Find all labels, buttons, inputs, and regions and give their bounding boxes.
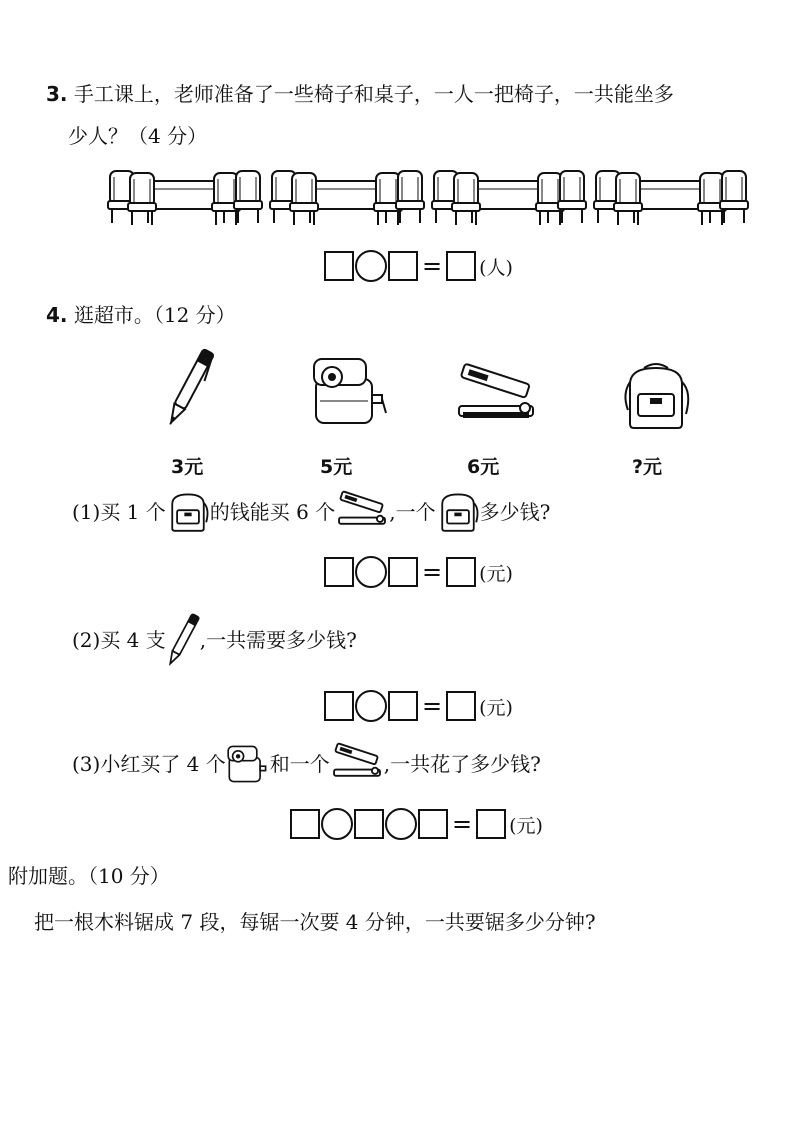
sub1-text-b: 的钱能买 6 个 xyxy=(209,500,336,524)
table-set-4 xyxy=(594,171,748,225)
table-set-1 xyxy=(108,171,262,225)
equals-sign: = xyxy=(422,558,443,586)
answer-box[interactable] xyxy=(324,557,354,587)
price-pen: 3元 xyxy=(171,456,204,478)
sub3-text-a: (3)小红买了 4 个 xyxy=(72,752,226,776)
unit-label: (元) xyxy=(509,814,543,837)
backpack-icon xyxy=(436,492,480,532)
answer-box[interactable] xyxy=(476,809,506,839)
table-set-3 xyxy=(432,171,586,225)
sub3-text-c: ,一共花了多少钱? xyxy=(383,752,541,776)
q4-number: 4. xyxy=(46,303,68,327)
bonus-title: 附加题。（10 分） xyxy=(8,864,170,888)
q4-title xyxy=(46,305,236,325)
equals-sign: = xyxy=(452,810,473,838)
table-set-2 xyxy=(270,171,424,225)
operator-circle[interactable] xyxy=(355,690,387,722)
equals-sign: = xyxy=(422,692,443,720)
operator-circle[interactable] xyxy=(321,808,353,840)
q4-sub1-equation xyxy=(324,556,513,588)
operator-circle[interactable] xyxy=(385,808,417,840)
stapler-icon xyxy=(455,368,537,426)
answer-box[interactable] xyxy=(446,691,476,721)
pencil-sharpener-icon xyxy=(310,355,390,427)
sub1-text-a: (1)买 1 个 xyxy=(72,500,166,524)
sub2-text-a: (2)买 4 支 xyxy=(72,628,166,652)
sub1-text-d: 多少钱? xyxy=(479,500,551,524)
unit-label: (元) xyxy=(479,562,513,585)
q4-sub3-equation xyxy=(290,808,543,840)
q3-line1 xyxy=(46,84,674,104)
q3-equation xyxy=(324,250,513,282)
q3-line2: 少人？（4 分） xyxy=(68,124,208,148)
bonus-question: 把一根木料锯成 7 段，每锯一次要 4 分钟，一共要锯多少分钟? xyxy=(34,910,596,934)
pen-icon xyxy=(166,610,200,670)
operator-circle[interactable] xyxy=(355,250,387,282)
backpack-icon xyxy=(166,492,210,532)
sub1-text-c: ,一个 xyxy=(389,500,436,524)
answer-box[interactable] xyxy=(354,809,384,839)
q4-sub1 xyxy=(72,492,550,532)
q4-sub2 xyxy=(72,610,357,670)
operator-circle[interactable] xyxy=(355,556,387,588)
price-backpack: ?元 xyxy=(632,456,663,478)
answer-box[interactable] xyxy=(388,557,418,587)
answer-box[interactable] xyxy=(290,809,320,839)
answer-box[interactable] xyxy=(388,251,418,281)
price-stapler: 6元 xyxy=(467,456,500,478)
q3-number: 3. xyxy=(46,82,68,106)
q4-sub2-equation xyxy=(324,690,513,722)
unit-label: (元) xyxy=(479,696,513,719)
answer-box[interactable] xyxy=(324,691,354,721)
stapler-icon xyxy=(330,746,384,782)
answer-box[interactable] xyxy=(388,691,418,721)
answer-box[interactable] xyxy=(418,809,448,839)
tables-chairs-illustration xyxy=(108,165,748,227)
price-sharpener: 5元 xyxy=(320,456,353,478)
q4-title-text: 逛超市。（12 分） xyxy=(73,303,236,327)
answer-box[interactable] xyxy=(324,251,354,281)
q3-text-line1: 手工课上，老师准备了一些椅子和桌子，一人一把椅子，一共能坐多 xyxy=(73,82,674,106)
answer-box[interactable] xyxy=(446,251,476,281)
pen-icon xyxy=(165,345,215,430)
unit-label: (人) xyxy=(479,256,513,279)
equals-sign: = xyxy=(422,252,443,280)
sub3-text-b: 和一个 xyxy=(269,752,330,776)
answer-box[interactable] xyxy=(446,557,476,587)
stapler-icon xyxy=(335,494,389,530)
backpack-icon xyxy=(620,364,692,430)
pencil-sharpener-icon xyxy=(226,744,270,784)
sub2-text-b: ,一共需要多少钱? xyxy=(199,628,357,652)
q4-sub3 xyxy=(72,744,541,784)
